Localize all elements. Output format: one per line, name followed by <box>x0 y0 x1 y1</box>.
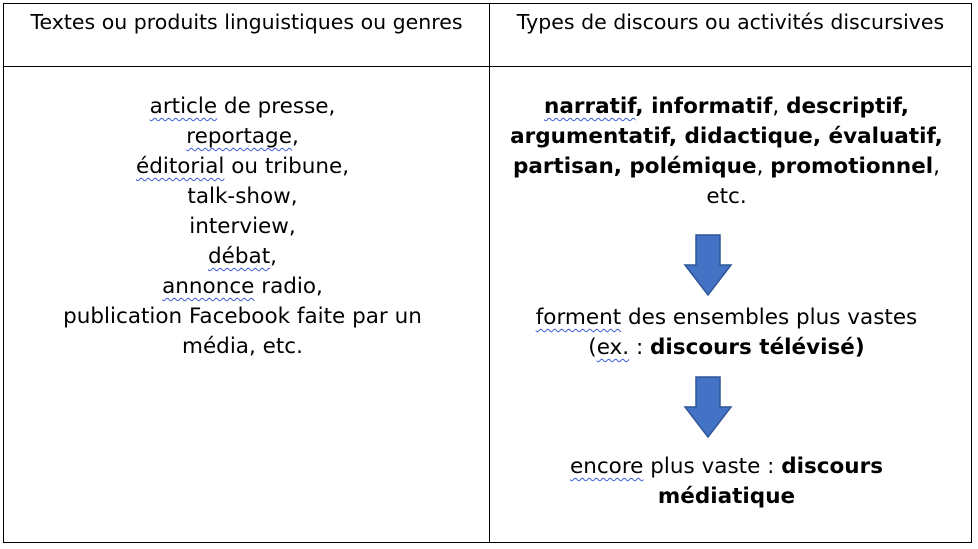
discourse-type: didactique <box>684 124 813 149</box>
spellcheck-word: annonce <box>162 274 255 299</box>
header-divider <box>4 66 971 67</box>
header-right <box>490 8 971 37</box>
list-item: annonce radio, <box>162 274 323 299</box>
list-item: média, etc. <box>182 334 303 359</box>
spellcheck-word: encore <box>569 454 644 479</box>
list-item: talk-show, <box>187 184 298 209</box>
down-arrow-icon <box>683 376 733 438</box>
discourse-type: narratif <box>544 94 636 119</box>
list-item: article de presse, <box>149 94 336 119</box>
list-item: reportage, <box>186 124 299 149</box>
larger-ensembles: forment des ensembles plus vastes (ex. : discours télévisé) <box>535 305 918 360</box>
discourse-type: informatif <box>651 94 773 119</box>
discours-mediatique: médiatique <box>657 484 796 509</box>
broadest-ensemble: encore plus vaste : discours médiatique <box>569 454 883 509</box>
list-item: publication Facebook faite par un <box>63 304 422 329</box>
spellcheck-word: article <box>149 94 218 119</box>
discourse-types: narratif, informatif, descriptif, argumentatif, didactique, évaluatif, partisan, polémique, promotionnel, etc. <box>510 94 943 209</box>
down-arrow-icon <box>683 234 733 296</box>
discourse-type: argumentatif <box>510 124 669 149</box>
spellcheck-word: ex. <box>596 335 630 360</box>
list-item: interview, <box>189 214 296 239</box>
discourse-etc: etc. <box>706 184 747 209</box>
header-left-text: Textes ou produits linguistiques ou genres <box>30 10 463 34</box>
list-item: débat, <box>208 244 277 269</box>
discourse-type: partisan <box>512 154 614 179</box>
discourse-type: descriptif <box>786 94 901 119</box>
header-right-text: Types de discours ou activités discursives <box>516 10 945 34</box>
spellcheck-word: débat <box>208 244 271 269</box>
discourse-type: évaluatif <box>828 124 935 149</box>
header-left <box>4 8 489 37</box>
discours-televise: discours télévisé) <box>650 335 865 360</box>
spellcheck-word: reportage <box>186 124 292 149</box>
discourse-type: polémique <box>629 154 757 179</box>
discourse-type: promotionnel <box>770 154 934 179</box>
list-item: éditorial ou tribune, <box>135 154 350 179</box>
spellcheck-word: forment <box>535 305 622 330</box>
spellcheck-word: éditorial <box>135 154 225 179</box>
genres-list <box>0 92 485 362</box>
